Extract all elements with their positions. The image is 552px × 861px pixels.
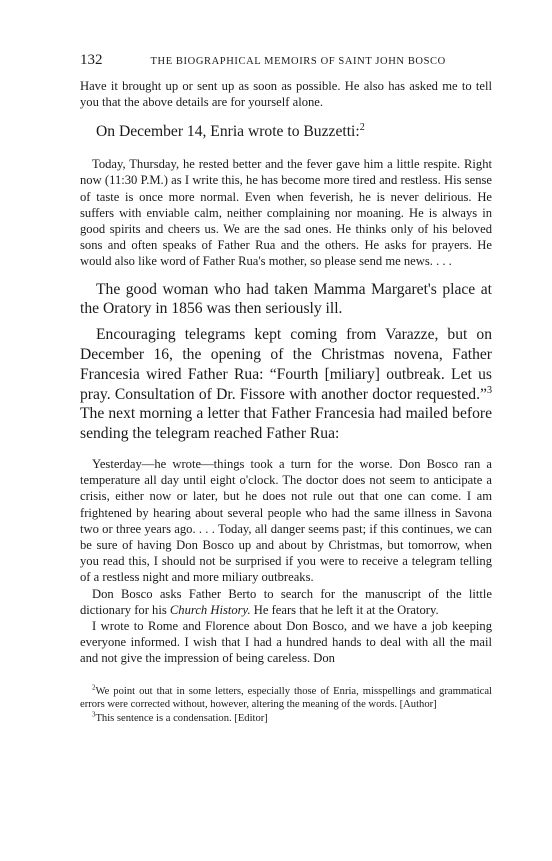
berto-text-before: Don Bosco asks Father Berto to search for the manuscript of the little dictionary for his — [80, 586, 492, 617]
quoted-letter-francesia: Yesterday—he wrote—things took a turn for the worse. Don Bosco ran a temperature all day until eight o'clock. The doctor does not seem to anticipate a crisis, either now or later, but he does not rule out that one can come. I am frightened by hearing about several people who had the same illness in Savona two or three years ago. . . . Today, all danger seems past; if this continues, we can be sure of having Don Bosco up and about by Christmas, but tomorrow, when you read this, I should not be surprised if you were to receive a telegram telling of a restless night and more miliary outbreaks. — [80, 457, 492, 585]
lead-in-text: On December 14, Enria wrote to Buzzetti: — [96, 123, 360, 141]
footnote-3-mark: 3 — [92, 711, 96, 719]
body-paragraph-mamma-margaret: The good woman who had taken Mamma Margaret's place at the Oratory in 1856 was then seriously ill. — [80, 280, 492, 318]
lead-in-paragraph — [80, 122, 492, 142]
quoted-letter-rome-florence: I wrote to Rome and Florence about Don Bosco, and we have a job keeping everyone informed. I wish that I had a hundred hands to deal with all the mail and not give the impression of being careless. Don — [80, 619, 492, 666]
footnote-2-text: We point out that in some letters, especially those of Enria, misspellings and grammatical errors were corrected without, however, altering the meaning of the words. [Author] — [80, 685, 492, 711]
quoted-letter-enria: Today, Thursday, he rested better and the fever gave him a little respite. Right now (11:30 P.M.) as I write this, he has become more tired and restless. His sense of taste is once more normal. Even when feverish, he is never delirious. He suffers with enviable calm, neither complaining nor moaning. He is always in good spirits and cheers us. We are the sad ones. He thinks only of his beloved sons and often speaks of Father Rua and the others. He asks for prayers. He would also like word of Father Rua's mother, so please send me news. . . . — [80, 157, 492, 269]
telegram-text-after: The next morning a letter that Father Francesia had mailed before sending the telegram reached Father Rua: — [80, 405, 492, 443]
footnote-3-text: This sentence is a condensation. [Editor] — [95, 712, 268, 724]
page-header — [80, 52, 492, 78]
footnote-3 — [80, 712, 492, 726]
berto-text-after: He fears that he left it at the Oratory. — [250, 602, 439, 617]
running-title: THE BIOGRAPHICAL MEMOIRS OF SAINT JOHN BOSCO — [150, 56, 446, 67]
quoted-letter-berto — [80, 586, 492, 618]
footnote-ref-2: 2 — [359, 122, 365, 134]
body-paragraph-telegrams — [80, 325, 492, 444]
footnote-2 — [80, 685, 492, 712]
footnote-2-mark: 2 — [92, 684, 96, 692]
book-title-church-history: Church History. — [169, 602, 251, 617]
footnote-ref-3: 3 — [486, 384, 492, 396]
footnotes — [80, 685, 492, 726]
opening-paragraph: Have it brought up or sent up as soon as possible. He also has asked me to tell you that the above details are for yourself alone. — [80, 79, 492, 110]
telegram-text: Encouraging telegrams kept coming from Varazze, but on December 16, the opening of the Christmas novena, Father Francesia wired Father Rua: “Fourth [miliary] outbreak. Let us pray. Consultation of Dr. Fissore with another doctor requested.” — [80, 326, 492, 403]
page-number: 132 — [80, 52, 103, 68]
